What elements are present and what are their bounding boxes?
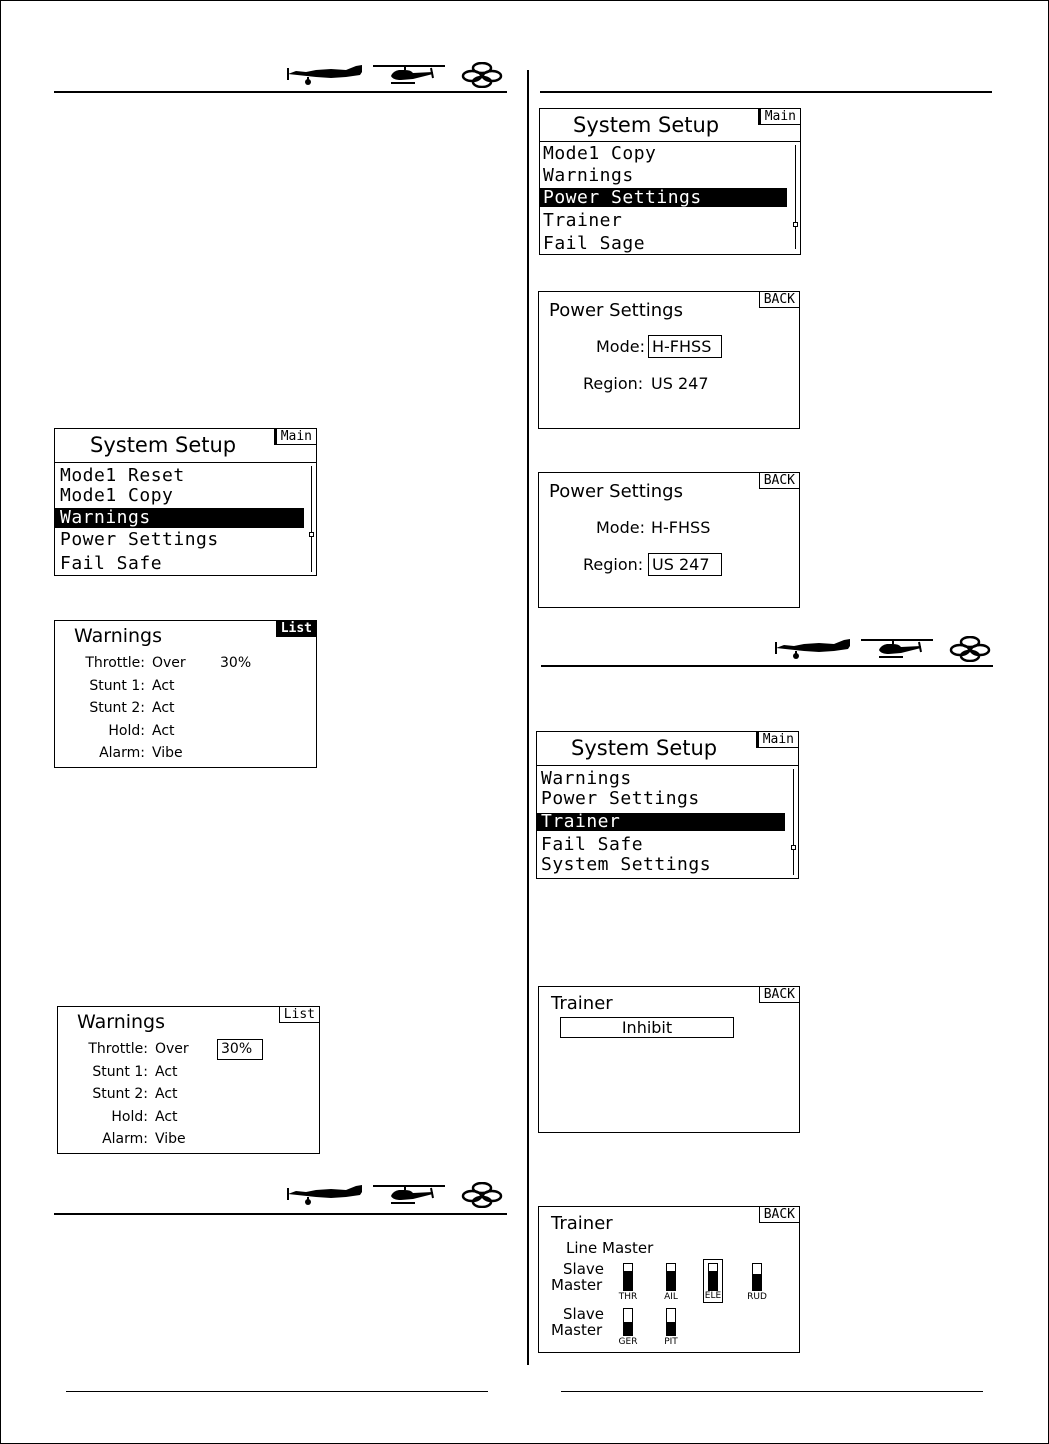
lcd-system-setup-2 [539,108,801,255]
channel-thr-label: THR [618,1292,638,1302]
title-rule [55,462,316,463]
mode-value-selected[interactable]: H-FHSS [648,335,722,358]
main-tab[interactable]: Main [274,429,316,445]
lcd-system-setup-1 [54,428,317,576]
channel-fill [624,1271,632,1291]
list-tab[interactable]: List [276,621,316,637]
channel-fill [667,1271,675,1291]
stunt2-value[interactable]: Act [155,1086,178,1102]
menu-item-trainer[interactable]: Trainer [543,210,623,231]
scroll-thumb[interactable] [309,532,314,537]
stunt1-value[interactable]: Act [155,1064,178,1080]
back-button[interactable]: BACK [759,1207,799,1223]
main-tab[interactable]: Main [756,732,798,748]
throttle-percent-selected[interactable]: 30% [217,1039,263,1060]
airplane-icon [775,639,850,659]
multirotor-icon [463,1183,501,1207]
multirotor-icon [463,63,501,87]
stunt1-value[interactable]: Act [152,678,175,694]
hold-value[interactable]: Act [152,723,175,739]
multirotor-icon [951,637,989,661]
lcd-title: System Setup [90,433,237,457]
vehicle-icons-left-top [286,62,511,92]
lcd-title: Warnings [77,1011,166,1033]
slave-label: Slave [563,1260,604,1278]
lcd-title: Trainer [551,993,613,1014]
menu-item-warnings[interactable]: Warnings [543,165,634,186]
region-label: Region: [583,374,644,393]
stunt1-label: Stunt 1: [92,1064,148,1080]
lcd-title: Power Settings [549,300,683,321]
hold-label: Hold: [111,1109,148,1125]
lcd-title: System Setup [571,736,718,760]
lcd-trainer-2 [538,1206,800,1353]
channel-ail-label: AIL [664,1292,678,1302]
region-label: Region: [583,555,644,574]
mode-value[interactable]: H-FHSS [651,518,711,537]
lcd-trainer-1 [538,986,800,1133]
trainer-mode-selected[interactable]: Inhibit [560,1017,734,1038]
throttle-label: Throttle: [85,655,145,671]
channel-pit-label: PIT [664,1337,678,1347]
menu-item-warnings[interactable]: Warnings [55,508,304,528]
channel-ele-label-selected[interactable]: ELE [703,1259,723,1303]
section-rule-left-bottom [54,1213,507,1215]
lcd-power-settings-2 [538,472,800,608]
scrollbar[interactable] [311,466,312,572]
hold-value[interactable]: Act [155,1109,178,1125]
mode-label: Mode: [596,337,645,356]
airplane-icon [287,65,362,85]
region-value-selected[interactable]: US 247 [648,553,722,576]
lcd-warnings-2 [57,1006,320,1154]
lcd-power-settings-1 [538,291,800,429]
throttle-value[interactable]: Over [152,655,186,671]
alarm-label: Alarm: [99,745,145,761]
lcd-title: Warnings [74,625,163,647]
alarm-value[interactable]: Vibe [152,745,183,761]
back-button[interactable]: BACK [759,987,799,1003]
channel-thr-bar[interactable] [623,1263,633,1291]
trainer-mode[interactable]: Line Master [566,1239,654,1257]
throttle-value[interactable]: Over [155,1041,189,1057]
helicopter-icon [861,640,933,657]
master-label-2: Master [551,1321,603,1339]
menu-item-mode1-copy[interactable]: Mode1 Copy [543,143,657,164]
menu-item-fail-safe[interactable]: Fail Safe [541,834,644,855]
menu-item-power-settings[interactable]: Power Settings [540,188,787,207]
channel-ger-bar[interactable] [623,1308,633,1336]
footer-rule-left [66,1391,488,1392]
channel-fill [667,1322,675,1335]
menu-item-fail-sage[interactable]: Fail Sage [543,233,646,254]
channel-ger-label: GER [618,1337,638,1347]
scrollbar[interactable] [795,145,796,249]
throttle-label: Throttle: [88,1041,148,1057]
lcd-title: Power Settings [549,481,683,502]
stunt2-label: Stunt 2: [89,700,145,716]
title-rule [540,141,800,142]
menu-item-system-settings[interactable]: System Settings [541,854,712,875]
vehicle-icons-right-middle [774,636,999,666]
menu-item-trainer[interactable]: Trainer [537,813,785,831]
vehicle-icons-left-bottom [286,1182,511,1212]
region-value[interactable]: US 247 [651,374,709,393]
mode-label: Mode: [596,518,645,537]
menu-item-mode1-reset[interactable]: Mode1 Reset [60,465,185,486]
lcd-warnings-1 [54,620,317,768]
footer-rule-right [561,1391,983,1392]
menu-item-power-settings[interactable]: Power Settings [541,788,700,809]
alarm-value[interactable]: Vibe [155,1131,186,1147]
channel-fill [624,1322,632,1335]
throttle-percent[interactable]: 30% [220,655,252,671]
master-label: Master [551,1276,603,1294]
menu-item-power-settings[interactable]: Power Settings [60,529,219,550]
lcd-system-setup-3 [536,731,799,879]
menu-item-warnings[interactable]: Warnings [541,768,632,789]
slave-label-2: Slave [563,1305,604,1323]
stunt2-value[interactable]: Act [152,700,175,716]
menu-item-fail-safe[interactable]: Fail Safe [60,553,163,574]
alarm-label: Alarm: [102,1131,148,1147]
channel-rud-bar[interactable] [752,1263,762,1291]
hold-label: Hold: [108,723,145,739]
back-button[interactable]: BACK [759,292,799,308]
lcd-title: Trainer [551,1213,613,1234]
airplane-icon [287,1185,362,1205]
channel-rud-label: RUD [747,1292,767,1302]
helicopter-icon [373,66,445,83]
stunt2-label: Stunt 2: [92,1086,148,1102]
scrollbar[interactable] [793,769,794,875]
helicopter-icon [373,1186,445,1203]
lcd-title: System Setup [573,113,720,137]
scroll-thumb[interactable] [791,845,796,850]
column-divider [527,70,529,1365]
channel-fill [753,1274,761,1290]
back-button[interactable]: BACK [759,473,799,489]
scroll-thumb[interactable] [793,222,798,227]
list-tab[interactable]: List [279,1007,319,1023]
stunt1-label: Stunt 1: [89,678,145,694]
channel-pit-bar[interactable] [666,1308,676,1336]
section-rule-right-top [540,91,992,93]
title-rule [537,765,798,766]
channel-ail-bar[interactable] [666,1263,676,1291]
menu-item-mode1-copy[interactable]: Mode1 Copy [60,485,174,506]
main-tab[interactable]: Main [758,109,800,125]
